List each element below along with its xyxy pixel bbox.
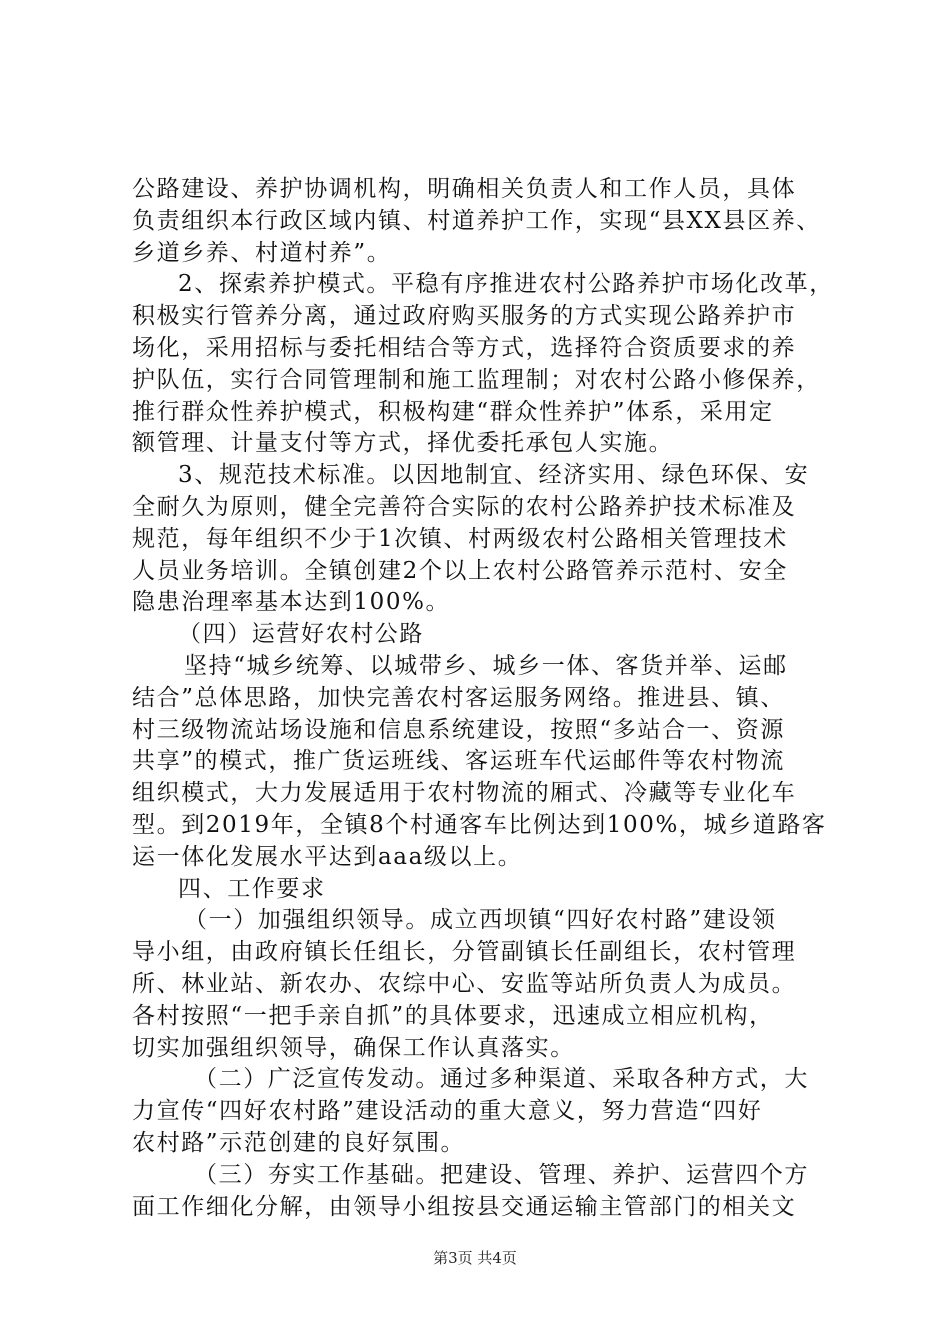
text-line: 结合”总体思路，加快完善农村客运服务网络。推进县、镇、 — [132, 684, 785, 711]
text-line: 规范，每年组织不少于1次镇、村两级农村公路相关管理技术 — [132, 525, 788, 552]
text-line: 面工作细化分解，由领导小组按县交通运输主管部门的相关文 — [132, 1193, 797, 1220]
text-line: 共享”的模式，推广货运班线、客运班车代运邮件等农村物流 — [132, 748, 785, 775]
section-heading: （四）运营好农村公路 — [178, 621, 424, 648]
text-line: 组织模式，大力发展适用于农村物流的厢式、冷藏等专业化车 — [132, 780, 797, 807]
text-line: 推行群众性养护模式，积极构建“群众性养护”体系，采用定 — [132, 398, 774, 425]
document-body — [132, 174, 860, 1223]
text-line: 3、规范技术标准。以因地制宜、经济实用、绿色环保、安 — [178, 462, 810, 489]
text-line: 力宣传“四好农村路”建设活动的重大意义，努力营造“四好 — [132, 1098, 763, 1125]
text-line: （一）加强组织领导。成立西坝镇“四好农村路”建设领 — [184, 907, 777, 934]
text-line: 型。到2019年，全镇8个村通客车比例达到100%，城乡道路客 — [132, 811, 827, 838]
text-line: 运一体化发展水平达到aaa级以上。 — [132, 843, 523, 870]
text-line: 护队伍，实行合同管理制和施工监理制；对农村公路小修保养， — [132, 366, 821, 393]
text-line: 2、探索养护模式。平稳有序推进农村公路养护市场化改革， — [178, 271, 834, 298]
text-line: （二）广泛宣传发动。通过多种渠道、采取各种方式，大 — [194, 1066, 809, 1093]
text-line: 全耐久为原则，健全完善符合实际的农村公路养护技术标准及 — [132, 493, 797, 520]
text-line: 负责组织本行政区域内镇、村道养护工作，实现“县XX县区养、 — [132, 207, 821, 234]
text-line: 村三级物流站场设施和信息系统建设，按照“多站合一、资源 — [132, 716, 785, 743]
text-line: 各村按照“一把手亲自抓”的具体要求，迅速成立相应机构， — [132, 1002, 774, 1029]
text-line: 切实加强组织领导，确保工作认真落实。 — [132, 1034, 575, 1061]
text-line: 乡道乡养、村道村养”。 — [132, 239, 392, 266]
text-line: 人员业务培训。全镇创建2个以上农村公路管养示范村、安全 — [132, 557, 788, 584]
page-number-footer: 第3页 共4页 — [433, 1249, 517, 1267]
text-line: 场化，采用招标与委托相结合等方式，选择符合资质要求的养 — [132, 334, 797, 361]
text-line: 导小组，由政府镇长任组长，分管副镇长任副组长，农村管理 — [132, 939, 797, 966]
text-line: 隐患治理率基本达到100%。 — [132, 589, 451, 616]
text-line: 积极实行管养分离，通过政府购买服务的方式实现公路养护市 — [132, 303, 797, 330]
text-line: 所、林业站、新农办、农综中心、安监等站所负责人为成员。 — [132, 970, 797, 997]
text-line: 农村路”示范创建的良好氛围。 — [132, 1129, 466, 1156]
text-line: 额管理、计量支付等方式，择优委托承包人实施。 — [132, 430, 674, 457]
text-line: 公路建设、养护协调机构，明确相关负责人和工作人员，具体 — [132, 176, 797, 202]
section-heading: 四、工作要求 — [178, 875, 326, 902]
text-line: 坚持“城乡统筹、以城带乡、城乡一体、客货并举、运邮 — [184, 652, 788, 679]
text-line: （三）夯实工作基础。把建设、管理、养护、运营四个方 — [194, 1161, 809, 1188]
